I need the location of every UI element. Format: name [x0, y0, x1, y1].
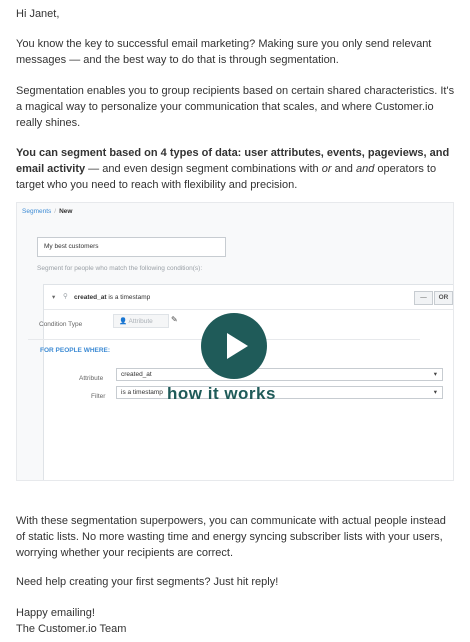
breadcrumb-new: New — [59, 208, 73, 215]
and-text: and — [331, 162, 356, 175]
condition-type-label: Condition Type — [39, 321, 83, 328]
user-icon: 👤 — [119, 318, 129, 325]
filter-select — [116, 386, 443, 399]
play-icon — [201, 313, 267, 379]
for-people-where: FOR PEOPLE WHERE: — [40, 347, 111, 354]
chevron-down-icon: ▾ — [433, 389, 437, 396]
paragraph-intro: You know the key to successful email marketing? Making sure you only send relevant messages — and the best way to do that is through segmentation. — [16, 38, 432, 66]
or-operator: or — [321, 162, 332, 175]
breadcrumb-separator: / — [54, 208, 57, 215]
data-types-mid: — and even design segment combinations with — [85, 162, 322, 175]
filter-label: Filter — [91, 393, 106, 400]
breadcrumb — [22, 208, 72, 216]
condition-header — [44, 285, 454, 310]
data-types-end: operators to target who you need to reach with flexibility and precision. — [16, 162, 437, 191]
attribute-value: created_at — [121, 371, 152, 378]
and-operator: and — [355, 162, 375, 175]
segment-hint: Segment for people who match the following condition(s): — [37, 265, 203, 272]
pencil-icon: ✎ — [171, 315, 178, 324]
greeting: Hi Janet, — [16, 8, 60, 20]
how-it-works-label[interactable]: how it works — [167, 384, 276, 403]
play-button[interactable] — [201, 313, 267, 379]
signoff: Happy emailing! — [16, 607, 95, 619]
condition-type-field — [113, 314, 169, 328]
paragraph-segmentation: Segmentation enables you to group recipients based on certain shared characteristics. It's a magical way to personalize your communication that scales, and where Customer.io really shines. — [16, 85, 455, 129]
paragraph-help: Need help creating your first segments? Just hit reply! — [16, 576, 279, 588]
condition-summary — [74, 294, 150, 302]
or-button: OR — [434, 291, 453, 305]
filter-value: is a timestamp — [121, 389, 163, 396]
breadcrumb-segments: Segments — [22, 208, 52, 215]
paragraph-data-types — [16, 146, 456, 194]
chevron-down-icon: ▾ — [52, 294, 56, 301]
condition-type-value: Attribute — [128, 318, 153, 325]
attribute-select — [116, 368, 443, 381]
condition-attr: created_at — [74, 294, 107, 301]
chevron-down-icon: ▾ — [433, 371, 437, 378]
data-types-bold: You can segment based on 4 types of data: user attributes, events, pageviews, and email activity — [16, 147, 450, 175]
segment-name-input: My best customers — [37, 237, 226, 257]
condition-rest: is a timestamp — [106, 294, 151, 301]
remove-condition-button: — — [414, 291, 433, 305]
attribute-label: Attribute — [79, 375, 104, 382]
user-icon: ⚲ — [63, 293, 68, 300]
paragraph-superpowers: With these segmentation superpowers, you can communicate with actual people instead of static lists. No more wasting time and energy syncing subscriber lists with your users, worrying whether your recipients are correct. — [16, 515, 446, 559]
team-signature: The Customer.io Team — [16, 623, 127, 635]
